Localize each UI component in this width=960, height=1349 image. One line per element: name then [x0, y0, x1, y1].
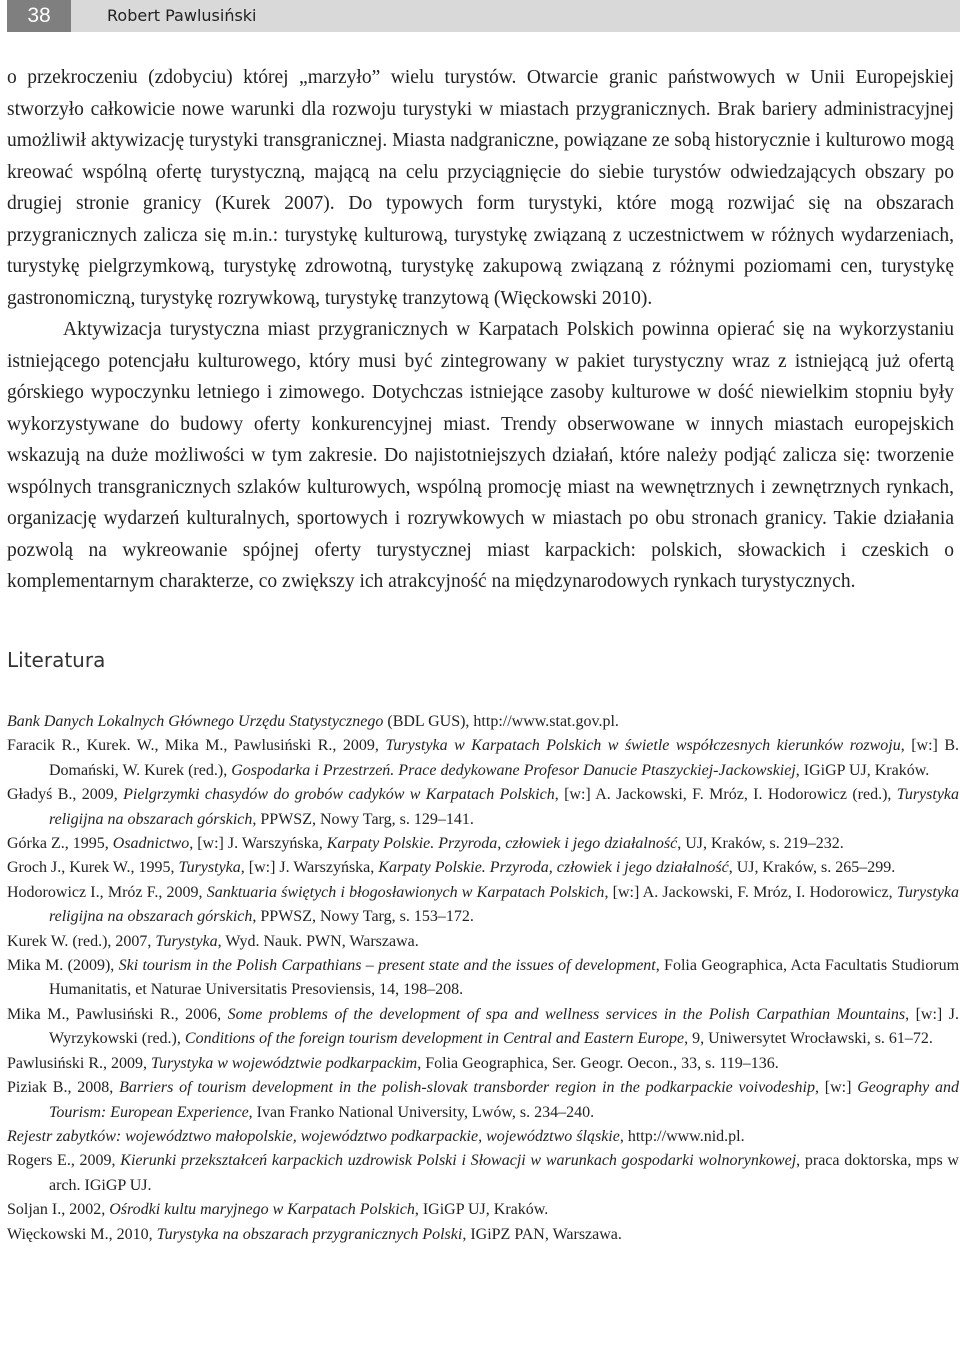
reference-item: Piziak B., 2008, Barriers of tourism development in the polish-slovak transborder region in the podkarpackie voivodeship, [w:] Geography and Tourism: European Experience, Ivan Franko National University, Lwów, s. 234–240. [7, 1079, 960, 1121]
reference-item: Groch J., Kurek W., 1995, Turystyka, [w:] J. Warszyńska, Karpaty Polskie. Przyroda, człowiek i jego działalność, UJ, Kraków, s. 265–299. [7, 859, 896, 877]
page-number: 38 [7, 0, 71, 32]
reference-item: Kurek W. (red.), 2007, Turystyka, Wyd. Nauk. PWN, Warszawa. [7, 932, 419, 950]
paragraph: o przekroczeniu (zdobyciu) której „marzyło” wielu turystów. Otwarcie granic państwowych w Unii Europejskiej stworzyło całkowicie nowe warunki dla rozwoju turystyki w miastach przygranicznych. Brak bariery administracyjnej umożliwił aktywizację turystyki transgranicznej. Miasta nadgraniczne, powiązane ze sobą historycznie i kulturowo mogą kreować wspólną ofertę turystyczną, mającą na celu przyciągnięcie do siebie turystów odwiedzających obszary po drugiej stronie granicy (Kurek 2007). Do typowych form turystyki, które mogą rozwijać się na obszarach przygranicznych zalicza się m.in.: turystykę kulturową, turystykę związaną z uczestnictwem w różnych wydarzeniach, turystykę pielgrzymkową, turystykę zdrowotną, turystykę zakupową związaną z różnymi poziomami cen, turystykę gastronomiczną, turystykę rozrywkową, turystykę tranzytową (Więckowski 2010). [7, 67, 954, 309]
reference-item: Pawlusiński R., 2009, Turystyka w województwie podkarpackim, Folia Geographica, Ser. Geogr. Oecon., 33, s. 119–136. [7, 1054, 779, 1072]
running-head-author: Robert Pawlusiński [107, 6, 257, 25]
reference-item: Soljan I., 2002, Ośrodki kultu maryjnego w Karpatach Polskich, IGiGP UJ, Kraków. [7, 1201, 549, 1219]
reference-item: Rogers E., 2009, Kierunki przekształceń karpackich uzdrowisk Polski i Słowacji w warunkach gospodarki wolnorynkowej, praca doktorska, mps w arch. IGiGP UJ. [7, 1152, 959, 1194]
reference-list [7, 710, 959, 1247]
reference-item: Hodorowicz I., Mróz F., 2009, Sanktuaria świętych i błogosławionych w Karpatach Polskich, [w:] A. Jackowski, F. Mróz, I. Hodorowicz, Turystyka religijna na obszarach górskich, PPWSZ, Nowy Targ, s. 153–172. [7, 883, 960, 926]
reference-item: Mika M. (2009), Ski tourism in the Polish Carpathians – present state and the issues of development, Folia Geographica, Acta Facultatis Studiorum Humanitatis, et Naturae Universitatis Presoviensis, 14, 198–208. [7, 957, 960, 999]
paragraph: Aktywizacja turystyczna miast przygranicznych w Karpatach Polskich powinna opierać się na wykorzystaniu istniejącego potencjału kulturowego, który musi być zintegrowany w pakiet turystyczny wraz z istniejącą już ofertą górskiego wypoczynku letniego i zimowego. Dotychczas istniejące zasoby kulturowe w dość niewielkim stopniu były wykorzystywane do budowy oferty konkurencyjnej miast. Trendy obserwowane w innych miastach europejskich wskazują na duże możliwości w tym zakresie. Do najistotniejszych działań, które należy podjąć zalicza się: tworzenie wspólnych transgranicznych szlaków kulturowych, wspólną promocję miast na wewnętrznych i zewnętrznych rynkach, organizację wydarzeń kulturalnych, sportowych i rozrywkowych w miastach po obu stronach granicy. Takie działania pozwolą na wykreowanie spójnej oferty turystycznej miast karpackich: polskich, słowackich i czeskich o komplementarnym charakterze, co zwiększy ich atrakcyjność na międzynarodowych rynkach turystycznych. [7, 319, 954, 592]
reference-item: Mika M., Pawlusiński R., 2006, Some problems of the development of spa and wellness services in the Polish Carpathian Mountains, [w:] J. Wyrzykowski (red.), Conditions of the foreign tourism development in Central and Eastern Europe, 9, Uniwersytet Wrocławski, s. 61–72. [7, 1005, 960, 1048]
section-heading-literature: Literatura [7, 648, 106, 672]
reference-item: Górka Z., 1995, Osadnictwo, [w:] J. Warszyńska, Karpaty Polskie. Przyroda, człowiek i jego działalność, UJ, Kraków, s. 219–232. [7, 835, 844, 853]
reference-item: Więckowski M., 2010, Turystyka na obszarach przygranicznych Polski, IGiPZ PAN, Warszawa. [7, 1225, 622, 1243]
reference-item: Rejestr zabytków: województwo małopolskie, województwo podkarpackie, województwo śląskie, http://www.nid.pl. [7, 1127, 745, 1145]
reference-item: Gładyś B., 2009, Pielgrzymki chasydów do grobów cadyków w Karpatach Polskich, [w:] A. Jackowski, F. Mróz, I. Hodorowicz (red.), Turystyka religijna na obszarach górskich, PPWSZ, Nowy Targ, s. 129–141. [7, 786, 960, 828]
page-header [7, 0, 960, 32]
reference-item: Faracik R., Kurek. W., Mika M., Pawlusiński R., 2009, Turystyka w Karpatach Polskich w świetle współczesnych kierunków rozwoju, [w:] B. Domański, W. Kurek (red.), Gospodarka i Przestrzeń. Prace dedykowane Profesor Danucie Ptaszyckiej-Jackowskiej, IGiGP UJ, Kraków. [7, 737, 960, 779]
body-text [7, 62, 954, 598]
reference-item: Bank Danych Lokalnych Głównego Urzędu Statystycznego (BDL GUS), http://www.stat.gov.pl. [7, 713, 619, 730]
